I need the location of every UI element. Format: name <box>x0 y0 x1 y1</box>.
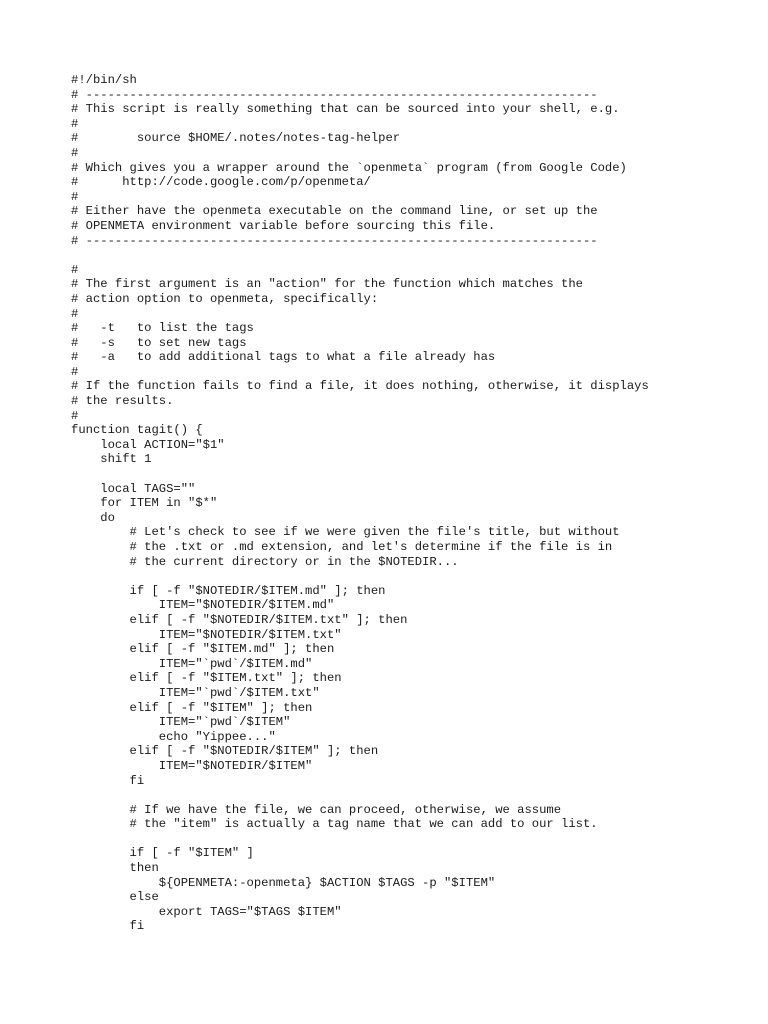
code-line: if [ -f "$NOTEDIR/$ITEM.md" ]; then <box>71 583 386 598</box>
code-line: elif [ -f "$ITEM.md" ]; then <box>71 642 335 657</box>
code-line: # <box>71 408 79 423</box>
code-line: # -s to set new tags <box>71 335 247 350</box>
code-line: elif [ -f "$ITEM.txt" ]; then <box>71 671 342 686</box>
code-line: fi <box>71 919 145 934</box>
code-listing <box>71 73 649 934</box>
code-line: # ---------------------------------------------------------------------- <box>71 233 598 248</box>
code-line: #!/bin/sh <box>71 73 137 87</box>
code-line: # <box>71 306 79 321</box>
code-line: # If the function fails to find a file, it does nothing, otherwise, it displays <box>71 379 649 394</box>
code-line: else <box>71 890 159 905</box>
code-line: # Which gives you a wrapper around the `openmeta` program (from Google Code) <box>71 160 627 175</box>
code-line: ITEM="`pwd`/$ITEM.md" <box>71 656 313 671</box>
code-line: # <box>71 364 79 379</box>
code-line: # <box>71 262 79 277</box>
code-line: elif [ -f "$NOTEDIR/$ITEM.txt" ]; then <box>71 612 408 627</box>
code-line: # Either have the openmeta executable on the command line, or set up the <box>71 204 598 219</box>
code-line: # the .txt or .md extension, and let's determine if the file is in <box>71 540 613 554</box>
code-line: # OPENMETA environment variable before sourcing this file. <box>71 218 496 233</box>
code-line: # the current directory or in the $NOTEDIR... <box>71 554 459 569</box>
code-line: # the "item" is actually a tag name that we can add to our list. <box>71 817 598 832</box>
code-line: function tagit() { <box>71 423 203 438</box>
code-line <box>71 467 649 482</box>
code-line: elif [ -f "$NOTEDIR/$ITEM" ]; then <box>71 744 379 759</box>
code-line: # source $HOME/.notes/notes-tag-helper <box>71 131 401 146</box>
code-line: local TAGS="" <box>71 481 196 496</box>
code-line: if [ -f "$ITEM" ] <box>71 846 254 861</box>
code-line: # -t to list the tags <box>71 321 254 336</box>
code-line: # ---------------------------------------------------------------------- <box>71 87 598 102</box>
code-line: do <box>71 510 115 525</box>
code-line: # <box>71 145 79 160</box>
code-line: echo "Yippee..." <box>71 729 276 744</box>
code-line: then <box>71 861 159 876</box>
code-line: # If we have the file, we can proceed, otherwise, we assume <box>71 802 562 817</box>
code-line: shift 1 <box>71 452 152 467</box>
code-line: # Let's check to see if we were given the file's title, but without <box>71 525 620 540</box>
code-line: elif [ -f "$ITEM" ]; then <box>71 700 313 715</box>
code-line: export TAGS="$TAGS $ITEM" <box>71 904 342 919</box>
code-line: for ITEM in "$*" <box>71 496 218 511</box>
code-line <box>71 248 649 263</box>
code-line: # http://code.google.com/p/openmeta/ <box>71 175 371 190</box>
code-line: ITEM="`pwd`/$ITEM" <box>71 715 291 730</box>
code-line <box>71 569 649 584</box>
code-line: ITEM="$NOTEDIR/$ITEM.txt" <box>71 627 342 642</box>
code-line: ${OPENMETA:-openmeta} $ACTION $TAGS -p "$ITEM" <box>71 875 496 890</box>
code-line: local ACTION="$1" <box>71 437 225 452</box>
code-line: ITEM="$NOTEDIR/$ITEM" <box>71 758 313 773</box>
code-line: # the results. <box>71 394 174 409</box>
code-line: # <box>71 189 79 204</box>
code-line: ITEM="`pwd`/$ITEM.txt" <box>71 685 320 700</box>
code-line: # -a to add additional tags to what a file already has <box>71 350 496 365</box>
code-line: # The first argument is an "action" for the function which matches the <box>71 277 583 292</box>
code-line: # <box>71 116 79 131</box>
code-line <box>71 832 649 847</box>
code-line: ITEM="$NOTEDIR/$ITEM.md" <box>71 598 335 613</box>
code-line: # action option to openmeta, specifically: <box>71 291 379 306</box>
code-line <box>71 788 649 803</box>
code-line: fi <box>71 773 145 788</box>
code-line: # This script is really something that can be sourced into your shell, e.g. <box>71 102 620 117</box>
